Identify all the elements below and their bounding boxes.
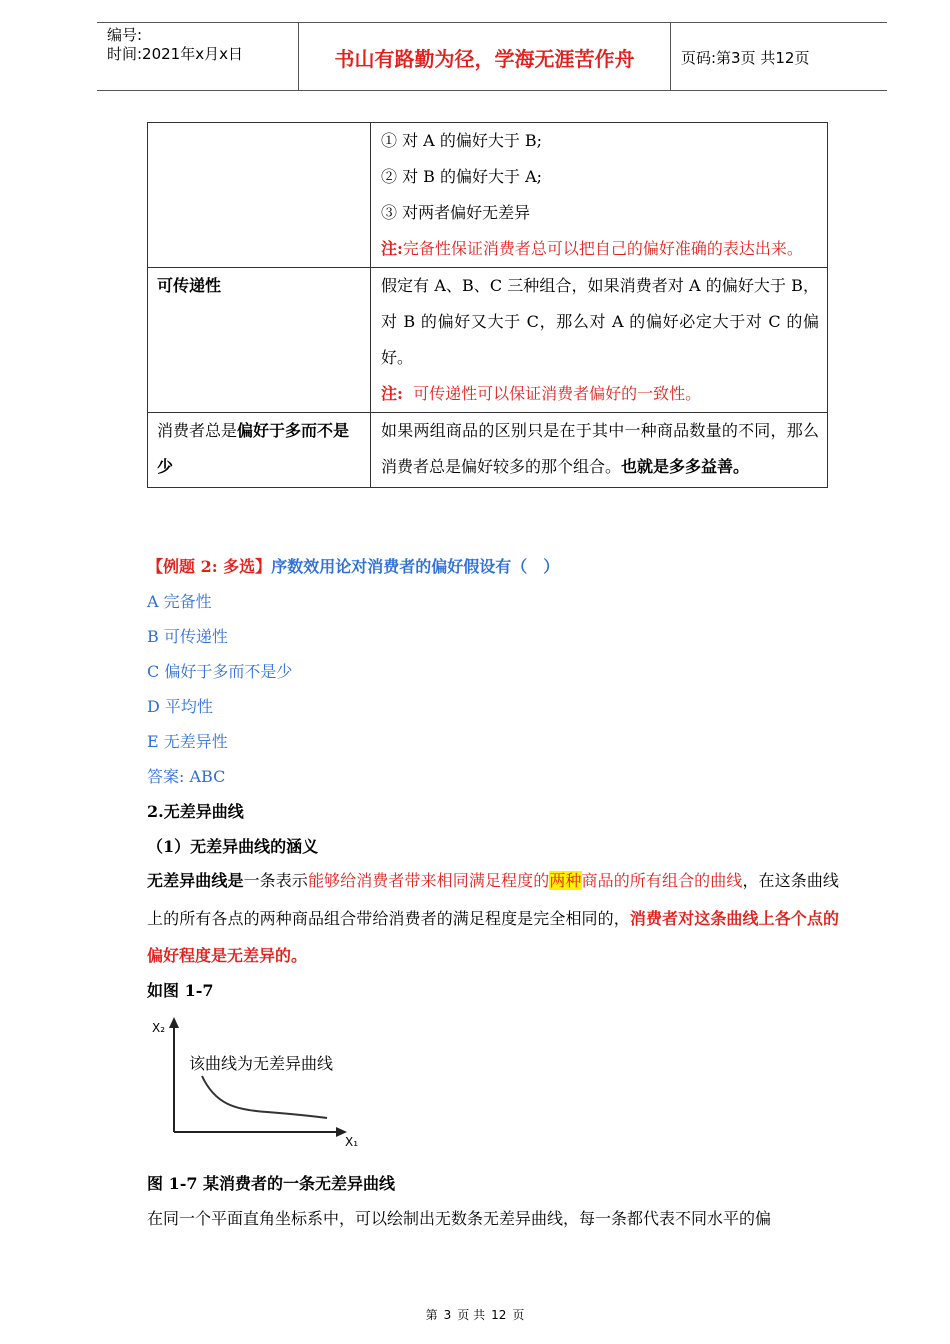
total-pages: 12 (491, 1308, 507, 1322)
document-number: 编号: (107, 26, 143, 44)
list-item: ① 对 A 的偏好大于 B; (381, 131, 543, 150)
figure-reference: 如图 1-7 (147, 981, 214, 1000)
table-cell-name: 消费者总是偏好于多而不是少 (148, 413, 371, 488)
header-page-info: 页码:第3页 共12页 (681, 48, 810, 67)
table-cell-desc (371, 268, 828, 413)
option-c: C 偏好于多而不是少 (147, 662, 293, 681)
example-title: 【例题 2: 多选】序数效用论对消费者的偏好假设有（ ） (147, 557, 560, 576)
table-row (148, 268, 828, 413)
table-cell-desc (371, 123, 828, 268)
preference-assumptions-table (147, 122, 828, 488)
option-a: A 完备性 (147, 592, 212, 611)
section-subheading: （1）无差异曲线的涵义 (147, 837, 319, 856)
completeness-note: 注:完备性保证消费者总可以把自己的偏好准确的表达出来。 (381, 239, 803, 258)
x-axis-label: X₁ (345, 1135, 359, 1149)
table-row (148, 123, 828, 268)
y-axis-label: X₂ (152, 1021, 166, 1035)
indifference-curve-figure (147, 1012, 377, 1162)
page-header (97, 22, 887, 91)
document-time: 时间:2021年x月x日 (107, 45, 243, 63)
page-footer: 第 3 页 共 12 页 (425, 1308, 525, 1322)
list-item: ③ 对两者偏好无差异 (381, 203, 531, 222)
y-axis-arrow (169, 1017, 179, 1028)
trailing-paragraph: 在同一个平面直角坐标系中，可以绘制出无数条无差异曲线，每一条都代表不同水平的偏 (147, 1209, 772, 1228)
list-item: ② 对 B 的偏好大于 A; (381, 167, 543, 186)
table-cell-desc: 如果两组商品的区别只是在于其中一种商品数量的不同，那么消费者总是偏好较多的那个组合。也就是多多益善。 (371, 413, 828, 488)
section-heading: 2.无差异曲线 (147, 802, 244, 821)
transitivity-note: 注: 可传递性可以保证消费者偏好的一致性。 (381, 384, 702, 403)
header-motto: 书山有路勤为径，学海无涯苦作舟 (299, 23, 671, 91)
figure-caption: 图 1-7 某消费者的一条无差异曲线 (147, 1174, 396, 1193)
header-meta (97, 23, 299, 91)
option-b: B 可传递性 (147, 627, 228, 646)
definition-paragraph: 无差异曲线是一条表示能够给消费者带来相同满足程度的两种商品的所有组合的曲线，在这条曲线上的所有各点的两种商品组合带给消费者的满足程度是完全相同的，消费者对这条曲线上各个点的偏好程度是无差异的。 (147, 871, 839, 965)
transitivity-desc: 假定有 A、B、C 三种组合，如果消费者对 A 的偏好大于 B，对 B 的偏好又大于 C，那么对 A 的偏好必定大于对 C 的偏好。 (381, 276, 819, 367)
option-e: E 无差异性 (147, 732, 228, 751)
table-cell-name (148, 123, 371, 268)
answer: 答案: ABC (147, 767, 226, 786)
indifference-curve (202, 1076, 327, 1118)
curve-annotation: 该曲线为无差异曲线 (189, 1054, 334, 1073)
table-row (148, 413, 828, 488)
current-page: 3 (443, 1308, 452, 1322)
table-cell-name: 可传递性 (148, 268, 371, 413)
option-d: D 平均性 (147, 697, 213, 716)
